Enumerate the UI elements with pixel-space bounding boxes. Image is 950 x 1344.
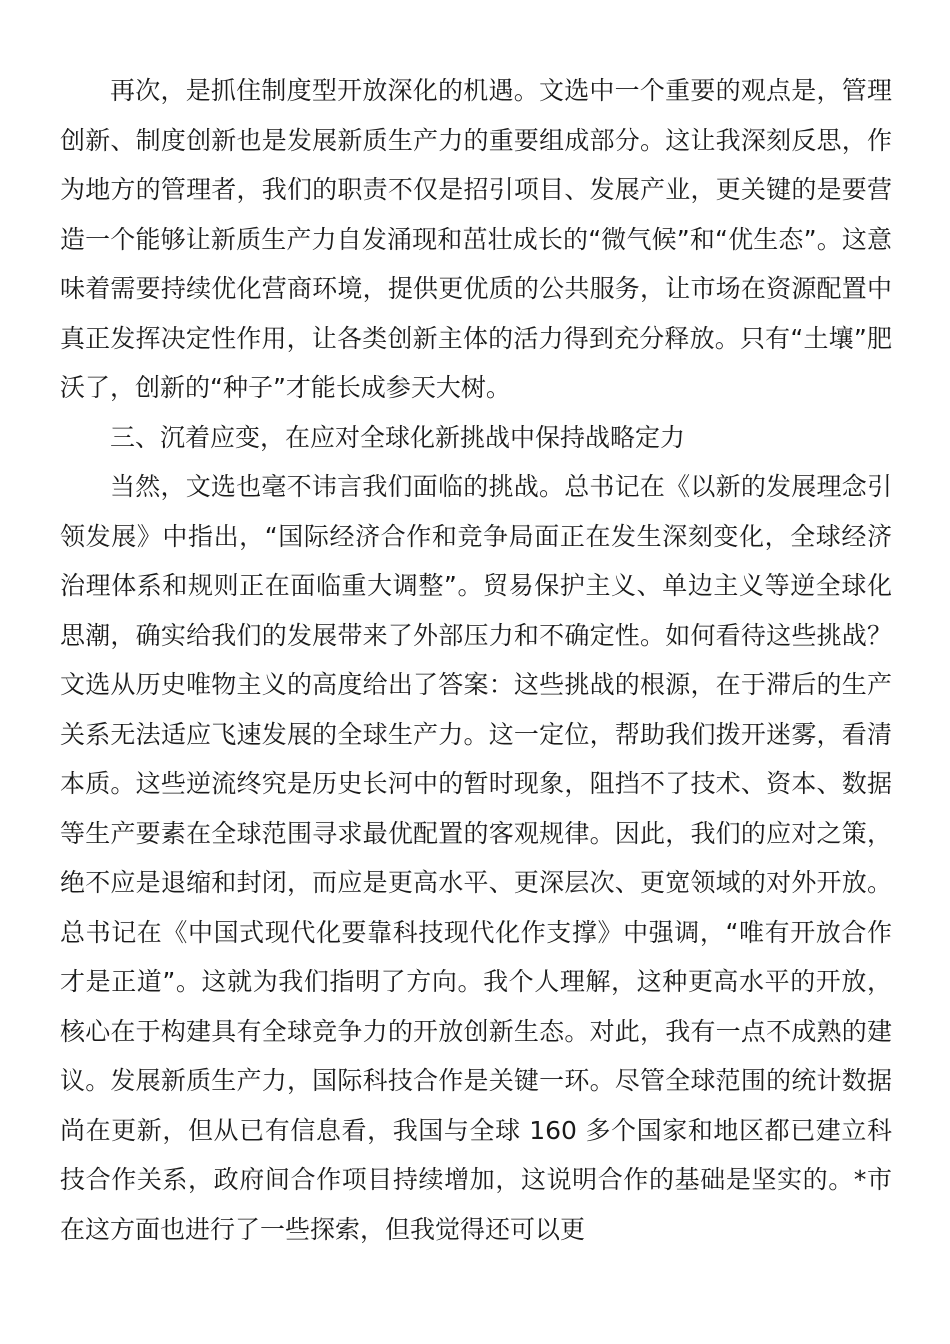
- paragraph-institutional-opening: 再次，是抓住制度型开放深化的机遇。文选中一个重要的观点是，管理创新、制度创新也是发展新质生产力的重要组成部分。这让我深刻反思，作为地方的管理者，我们的职责不仅是招引项目、发展产业，更关键的是要营造一个能够让新质生产力自发涌现和茁壮成长的“微气候”和“优生态”。这意味着需要持续优化营商环境，提供更优质的公共服务，让市场在资源配置中真正发挥决定性作用，让各类创新主体的活力得到充分释放。只有“土壤”肥沃了，创新的“种子”才能长成参天大树。: [60, 76, 892, 402]
- document-body: [60, 66, 892, 1254]
- paragraph-global-challenges: 当然，文选也毫不讳言我们面临的挑战。总书记在《以新的发展理念引领发展》中指出，“国际经济合作和竞争局面正在发生深刻变化，全球经济治理体系和规则正在面临重大调整”。贸易保护主义、单边主义等逆全球化思潮，确实给我们的发展带来了外部压力和不确定性。如何看待这些挑战？文选从历史唯物主义的高度给出了答案：这些挑战的根源，在于滞后的生产关系无法适应飞速发展的全球生产力。这一定位，帮助我们拨开迷雾，看清本质。这些逆流终究是历史长河中的暂时现象，阻挡不了技术、资本、数据等生产要素在全球范围寻求最优配置的客观规律。因此，我们的应对之策，绝不应是退缩和封闭，而应是更高水平、更深层次、更宽领域的对外开放。总书记在《中国式现代化要靠科技现代化作支撑》中强调，“唯有开放合作才是正道”。这就为我们指明了方向。我个人理解，这种更高水平的开放，核心在于构建具有全球竞争力的开放创新生态。对此，我有一点不成熟的建议。发展新质生产力，国际科技合作是关键一环。尽管全球范围的统计数据尚在更新，但从已有信息看，我国与全球 160 多个国家和地区都已建立科技合作关系，政府间合作项目持续增加，这说明合作的基础是坚实的。*市在这方面也进行了一些探索，但我觉得还可以更: [60, 472, 892, 1244]
- section-heading: 三、沉着应变，在应对全球化新挑战中保持战略定力: [110, 422, 686, 452]
